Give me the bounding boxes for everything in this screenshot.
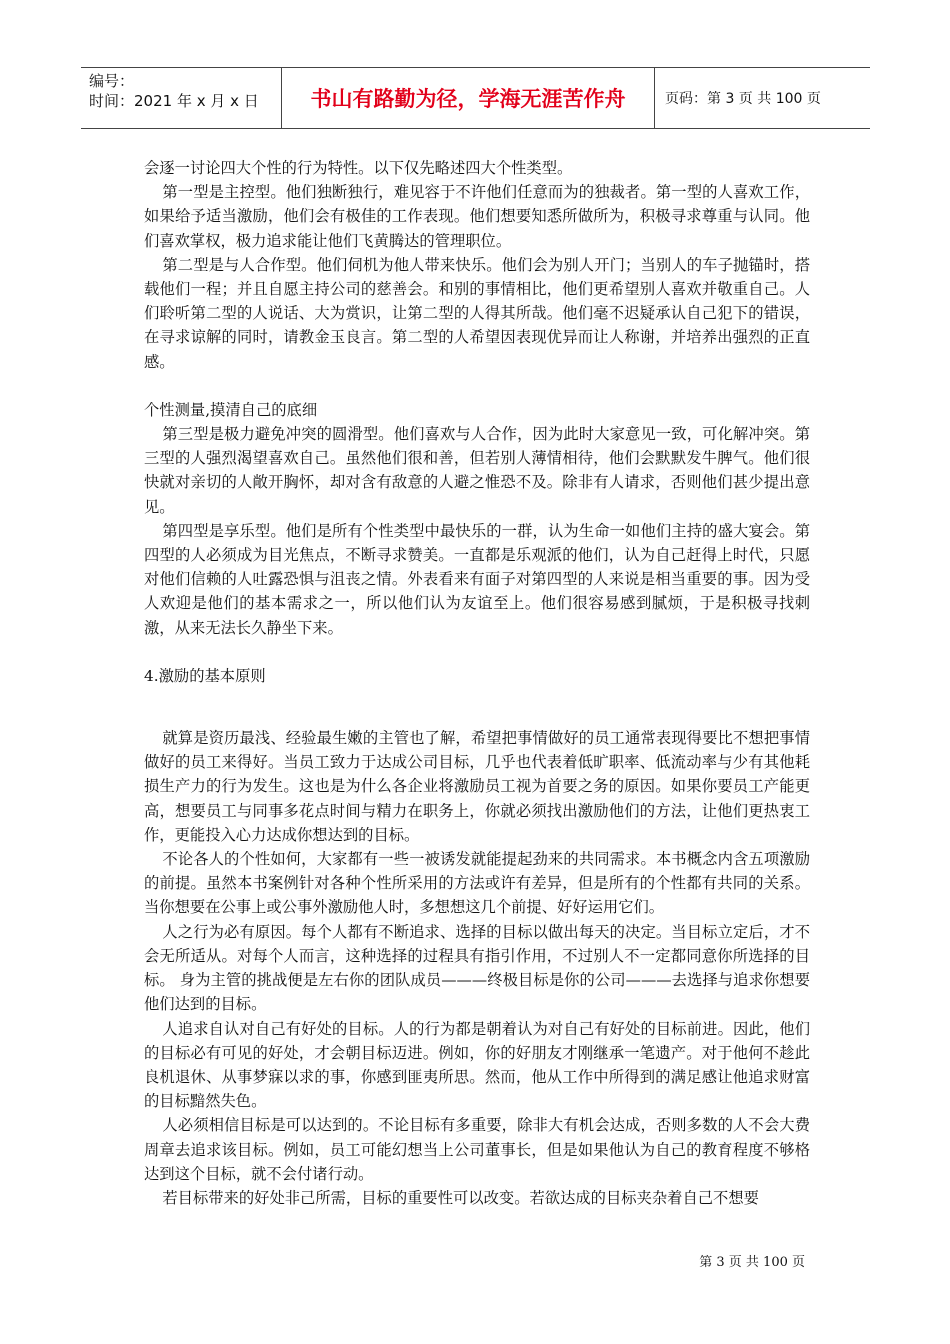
paragraph: 人之行为必有原因。每个人都有不断追求、选择的目标以做出每天的决定。当目标立定后，才不会无所适从。对每个人而言，这种选择的过程具有指引作用，不过别人不一定都同意你所选择的目标。 身为主管的挑战便是左右你的团队成员———终极目标是你的公司———去选择与追求你想要他们达到的目标。 [144, 922, 810, 1014]
section-heading: 个性测量,摸清自己的底细 [144, 400, 318, 419]
paragraph: 不论各人的个性如何，大家都有一些一被诱发就能提起劲来的共同需求。本书概念内含五项激励的前提。虽然本书案例针对各种个性所采用的方法或许有差异，但是所有的个性都有共同的关系。当你想要在公事上或公事外激励他人时，多想想这几个前提、好好运用它们。 [144, 850, 810, 917]
paragraph: 第二型是与人合作型。他们伺机为他人带来快乐。他们会为别人开门；当别人的车子抛锚时，搭载他们一程；并且自愿主持公司的慈善会。和别的事情相比，他们更希望别人喜欢并敬重自己。人们聆听第二型的人说话、大为赏识，让第二型的人得其所哉。他们毫不迟疑承认自己犯下的错误，在寻求谅解的同时，请教金玉良言。第二型的人希望因表现优异而让人称谢，并培养出强烈的正直感。 [144, 255, 810, 371]
spacer [144, 374, 810, 398]
paragraph: 若目标带来的好处非己所需，目标的重要性可以改变。若欲达成的目标夹杂着自己不想要 [162, 1188, 759, 1207]
header-page-info: 页码：第 3 页 共 100 页 [665, 91, 821, 107]
paragraph: 第一型是主控型。他们独断独行，难见容于不许他们任意而为的独裁者。第一型的人喜欢工作，如果给予适当激励，他们会有极佳的工作表现。他们想要知悉所做所为，积极寻求尊重与认同。他们喜欢掌权，极力追求能让他们飞黄腾达的管理职位。 [144, 183, 810, 250]
page-footer: 第 3 页 共 100 页 [699, 1255, 805, 1270]
paragraph: 人必须相信目标是可以达到的。不论目标有多重要，除非大有机会达成，否则多数的人不会大费周章去追求该目标。例如，员工可能幻想当上公司董事长，但是如果他认为自己的教育程度不够格达到这个目标，就不会付诸行动。 [144, 1116, 810, 1183]
paragraph: 第四型是享乐型。他们是所有个性类型中最快乐的一群，认为生命一如他们主持的盛大宴会。第四型的人必须成为目光焦点，不断寻求赞美。一直都是乐观派的他们，认为自己赶得上时代，只愿对他们信赖的人吐露恐惧与沮丧之情。外表看来有面子对第四型的人来说是相当重要的事。因为受人欢迎是他们的基本需求之一，所以他们认为友谊至上。他们很容易感到腻烦，于是积极寻找刺激，从来无法长久静坐下来。 [144, 521, 810, 637]
paragraph: 人追求自认对自己有好处的目标。人的行为都是朝着认为对自己有好处的目标前进。因此，他们的目标必有可见的好处，才会朝目标迈进。例如，你的好朋友才刚继承一笔遗产。对于他何不趁此良机退休、从事梦寐以求的事，你感到匪夷所思。然而，他从工作中所得到的满足感让他追求财富的目标黯然失色。 [144, 1019, 810, 1111]
document-number-label: 编号： [89, 72, 135, 90]
spacer [144, 640, 810, 664]
header-motto: 书山有路勤为径，学海无涯苦作舟 [282, 68, 655, 128]
header-meta [81, 68, 282, 128]
document-date: 时间：2021 年 x 月 x 日 [89, 92, 259, 110]
paragraph: 就算是资历最浅、经验最生嫩的主管也了解，希望把事情做好的员工通常表现得要比不想把事情做好的员工来得好。当员工致力于达成公司目标，几乎也代表着低旷职率、低流动率与少有其他耗损生产力的行为发生。这也是为什么各企业将激励员工视为首要之务的原因。如果你要员工产能更高，想要员工与同事多花点时间与精力在职务上，你就必须找出激励他们的方法，让他们更热衷工作，更能投入心力达成你想达到的目标。 [144, 729, 810, 844]
paragraph: 第三型是极力避免冲突的圆滑型。他们喜欢与人合作，因为此时大家意见一致，可化解冲突。第三型的人强烈渴望喜欢自己。虽然他们很和善，但若别人薄情相待，他们会默默发牛脾气。他们很快就对亲切的人敞开胸怀，却对含有敌意的人避之惟恐不及。除非有人请求，否则他们甚少提出意见。 [144, 425, 810, 516]
page-header [81, 67, 870, 129]
paragraph: 会逐一讨论四大个性的行为特性。以下仅先略述四大个性类型。 [144, 159, 573, 177]
section-heading: 4.激励的基本原则 [144, 666, 266, 685]
spacer [144, 688, 810, 726]
document-body [144, 156, 810, 1210]
